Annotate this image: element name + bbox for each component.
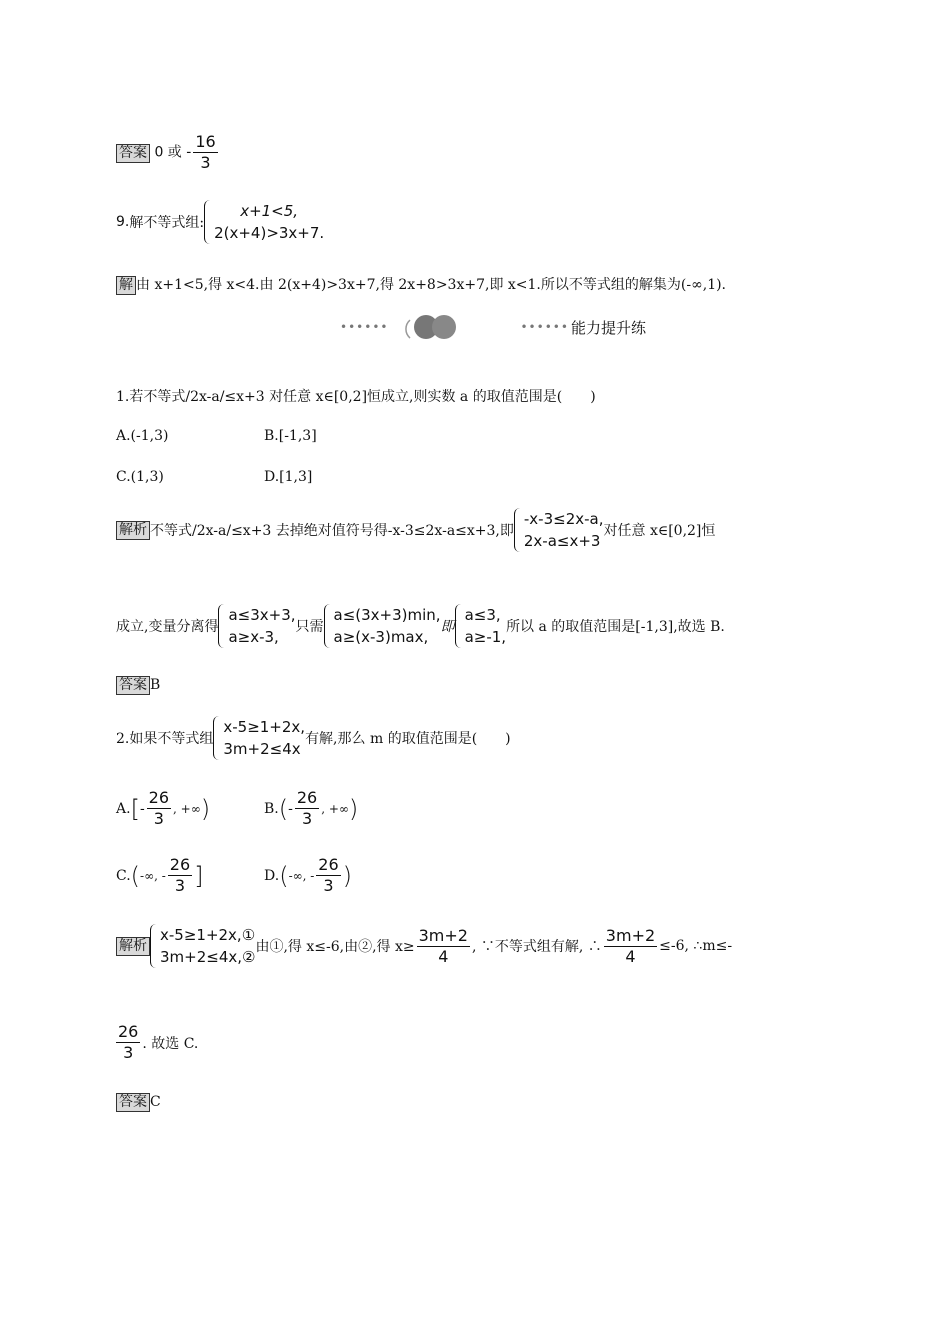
- p2-system: x-5≥1+2x, 3m+2≤4x: [213, 716, 305, 760]
- dots-left: ••••••: [340, 320, 389, 334]
- p2-frac1: $\frac{3m+2}{4}$: [418, 925, 468, 966]
- p1-solution-line1: [116, 508, 715, 552]
- q9-line1: x+1<5,: [240, 202, 299, 220]
- answer-tag: 答案: [116, 1093, 150, 1112]
- p2-sol-text4: . 故选 C.: [142, 1035, 199, 1052]
- q9-solution-text: 由 x+1<5,得 x<4.由 2(x+4)>3x+7,得 2x+8>3x+7,即 x<1.所以不等式组的解集为(-∞,1).: [136, 277, 727, 293]
- answer-tag: 答案: [116, 144, 150, 163]
- p2-answer-value: C: [150, 1094, 161, 1110]
- brace-icon: [455, 604, 462, 648]
- q9-number: 9.: [116, 214, 130, 230]
- p1-option-d[interactable]: D.[1,3]: [264, 469, 313, 485]
- p2-solution-line1: [116, 924, 732, 968]
- p1-option-a[interactable]: A.(-1,3): [116, 428, 169, 444]
- p1-solution-line2: [116, 604, 725, 648]
- q9-line2: 2(x+4)>3x+7.: [214, 224, 325, 242]
- question-9: [116, 200, 324, 244]
- p1-answer-value: B: [150, 677, 161, 693]
- p1-stem: 1.若不等式/2x-a/≤x+3 对任意 x∈[0,2]恒成立,则实数 a 的取值范围是( ): [116, 389, 596, 405]
- p1-sol-text5: 即: [440, 619, 455, 635]
- brace-icon: [218, 604, 225, 648]
- p2-stem-post: 有解,那么 m 的取值范围是( ): [305, 731, 511, 747]
- p1-system3: a≤(3x+3)min, a≥(x-3)max,: [324, 604, 441, 648]
- brace-icon: [213, 716, 220, 760]
- p1-sol-text3: 成立,变量分离得: [116, 619, 219, 635]
- q9-solution: [116, 274, 726, 295]
- p2-option-b[interactable]: B. ( - $\frac{26}{3}$ , +∞ ): [264, 788, 359, 828]
- p2-frac2: $\frac{3m+2}{4}$: [605, 925, 656, 966]
- answer-text: 0 或 -: [154, 144, 192, 161]
- solution-tag: 解: [116, 276, 136, 295]
- p2-sol-text3: ≤-6, ∴m≤-: [659, 938, 733, 954]
- section-header: [340, 312, 646, 342]
- brace-icon: [204, 200, 211, 244]
- p1-system1: -x-3≤2x-a, 2x-a≤x+3: [514, 508, 604, 552]
- p2-stem-pre: 2.如果不等式组: [116, 731, 214, 747]
- solution-tag: 解析: [116, 937, 150, 956]
- p2-sol-text1: 由①,得 x≤-6,由②,得 x≥: [255, 939, 415, 955]
- circles-icon: [396, 312, 466, 342]
- p2-option-a[interactable]: A. [ - $\frac{26}{3}$ , +∞ ): [116, 788, 211, 828]
- solution-tag: 解析: [116, 521, 150, 540]
- p2-answer: [116, 1093, 161, 1112]
- p2-solution-line2: [114, 1022, 198, 1063]
- section-title: 能力提升练: [570, 318, 646, 337]
- p1-system2: a≤3x+3, a≥x-3,: [218, 604, 295, 648]
- brace-icon: [324, 604, 331, 648]
- brace-icon: [514, 508, 521, 552]
- p1-option-b[interactable]: B.[-1,3]: [264, 428, 317, 444]
- answer-fraction: $\frac{16}{3}$: [195, 132, 216, 172]
- p2-option-c[interactable]: C. ( -∞, - $\frac{26}{3}$ ]: [116, 855, 204, 895]
- prev-answer: [116, 132, 220, 173]
- p1-sol-text1: 不等式/2x-a/≤x+3 去掉绝对值符号得-x-3≤2x-a≤x+3,即: [150, 523, 514, 539]
- dots-right: ••••••: [520, 320, 569, 334]
- p2-solution-system: x-5≥1+2x,① 3m+2≤4x,②: [150, 924, 255, 968]
- q9-system: [204, 200, 324, 244]
- brace-icon: [150, 924, 157, 968]
- p2-sol-text2: , ∵不等式组有解, ∴: [471, 939, 602, 955]
- p2-frac3: $\frac{26}{3}$: [118, 1022, 139, 1062]
- p1-sol-text4: 只需: [295, 619, 324, 635]
- p1-sol-text2: 对任意 x∈[0,2]恒: [603, 523, 716, 539]
- p2-stem: [116, 716, 511, 760]
- answer-tag: 答案: [116, 676, 150, 695]
- q9-stem: 解不等式组:: [129, 215, 205, 231]
- p1-option-c[interactable]: C.(1,3): [116, 469, 164, 485]
- p1-sol-text6: 所以 a 的取值范围是[-1,3],故选 B.: [506, 619, 725, 635]
- p2-option-d[interactable]: D. ( -∞, - $\frac{26}{3}$ ): [264, 855, 353, 895]
- p1-answer: [116, 676, 160, 695]
- p1-system4: a≤3, a≥-1,: [455, 604, 506, 648]
